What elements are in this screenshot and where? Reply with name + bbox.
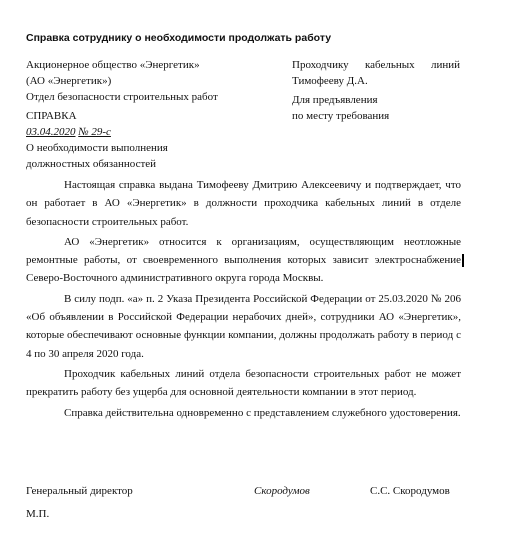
body-paragraph: В силу подп. «а» п. 2 Указа Президента Российской Федерации от 25.03.2020 № 206 «Об объявлении в Российской Федерации нерабочих дней», сотрудники АО «Энергетик», которые обеспечивают основные функции компании, должны продолжать работу в период с 4 по 30 апреля 2020 года. — [26, 292, 461, 360]
body-paragraph: Проходчик кабельных линий отдела безопасности строительных работ не может прекратить работу без ущерба для основной деятельности компании в этот период. — [26, 367, 461, 399]
handwritten-signature: Скородумов — [254, 485, 310, 497]
sender-org-short: (АО «Энергетик») — [26, 75, 112, 87]
document-body — [26, 176, 461, 424]
document-title: Справка сотруднику о необходимости продолжать работу — [26, 32, 332, 44]
sender-department: Отдел безопасности строительных работ — [26, 91, 218, 103]
body-paragraph: Справка действительна одновременно с представлением служебного удостоверения. — [64, 406, 461, 419]
body-paragraph: Настоящая справка выдана Тимофееву Дмитрию Алексеевичу и подтверждает, что он работает в АО «Энергетик» в должности проходчика кабельных линий в отделе безопасности строительных работ. — [26, 179, 461, 228]
text-cursor — [462, 254, 464, 267]
recipient-block — [292, 57, 460, 89]
sender-block — [26, 57, 218, 105]
document-subject-line-1: О необходимости выполнения — [26, 142, 168, 154]
destination-block — [292, 92, 389, 124]
document-subject-line-2: должностных обязанностей — [26, 158, 157, 170]
signature-position: Генеральный директор — [26, 485, 133, 497]
recipient-name: Тимофееву Д.А. — [292, 75, 368, 87]
document-number: № 29-с — [78, 126, 111, 138]
destination-line-2: по месту требования — [292, 110, 390, 122]
recipient-position: Проходчику кабельных линий — [292, 59, 460, 71]
document-date-number — [26, 124, 168, 140]
destination-line-1: Для предъявления — [292, 94, 378, 106]
body-paragraph: АО «Энергетик» относится к организациям, осуществляющим неотложные ремонтные работы, от своевременного выполнения которых зависит электроснабжение Северо-Восточного административного округа города Москвы. — [26, 235, 461, 285]
stamp-place: М.П. — [26, 508, 50, 520]
document-date: 03.04.2020 — [26, 126, 76, 138]
signatory-name: С.С. Скородумов — [370, 485, 450, 497]
sender-org-name: Акционерное общество «Энергетик» — [26, 59, 200, 71]
document-type: СПРАВКА — [26, 110, 77, 122]
document-reference-block — [26, 108, 168, 172]
